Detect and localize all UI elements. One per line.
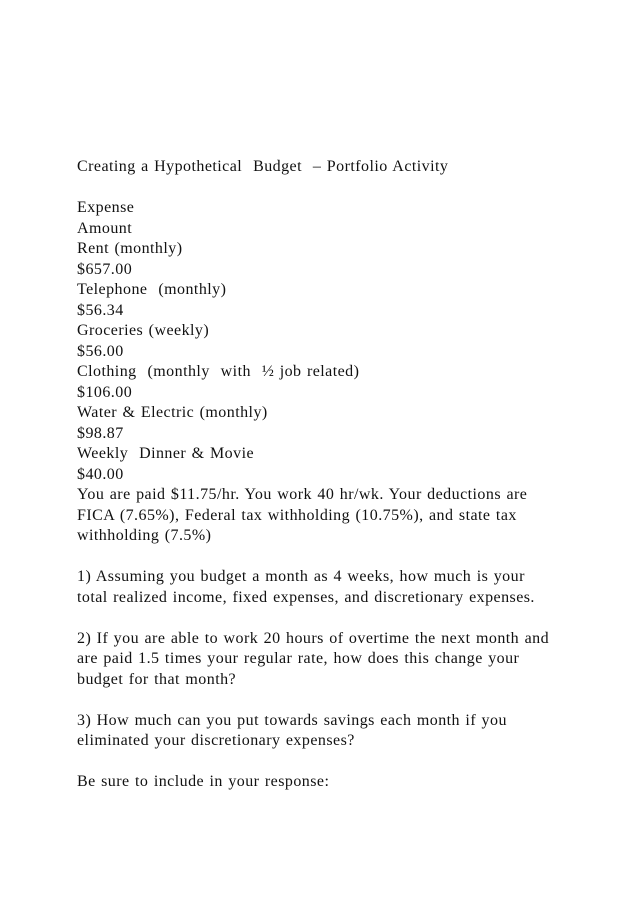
question-3: 3) How much can you put towards savings each month if you eliminated your discretionary expenses? [77,711,507,749]
closing-instruction: Be sure to include in your response: [77,773,330,790]
amount-telephone: $56.34 [77,301,124,319]
expense-telephone: Telephone (monthly) [77,281,227,298]
spacer [77,752,557,773]
amount-water-electric: $98.87 [77,424,124,442]
spacer [77,690,557,711]
spacer [77,608,557,629]
amount-groceries: $56.00 [77,342,124,360]
amount-rent: $657.00 [77,260,133,278]
document-body [77,157,557,793]
spacer [77,178,557,199]
expense-groceries: Groceries (weekly) [77,322,210,339]
question-2: 2) If you are able to work 20 hours of overtime the next month and are paid 1.5 times your regular rate, how does this change your budget for that month? [77,629,550,688]
amount-clothing: $106.00 [77,383,133,401]
document-title: Creating a Hypothetical Budget – Portfolio Activity [77,158,449,175]
expense-dinner-movie: Weekly Dinner & Movie [77,445,255,462]
pay-and-deductions-paragraph: You are paid $11.75/hr. You work 40 hr/wk. Your deductions are FICA (7.65%), Federal tax withholding (10.75%), and state tax withholding (7.5%) [77,486,528,544]
table-header-expense: Expense [77,199,135,216]
amount-dinner-movie: $40.00 [77,465,124,483]
expense-rent: Rent (monthly) [77,240,183,257]
expense-water-electric: Water & Electric (monthly) [77,404,268,421]
question-1: 1) Assuming you budget a month as 4 weeks, how much is your total realized income, fixed expenses, and discretionary expenses. [77,568,535,606]
spacer [77,547,557,568]
expense-clothing: Clothing (monthly with ½ job related) [77,363,360,380]
table-header-amount: Amount [77,219,133,237]
